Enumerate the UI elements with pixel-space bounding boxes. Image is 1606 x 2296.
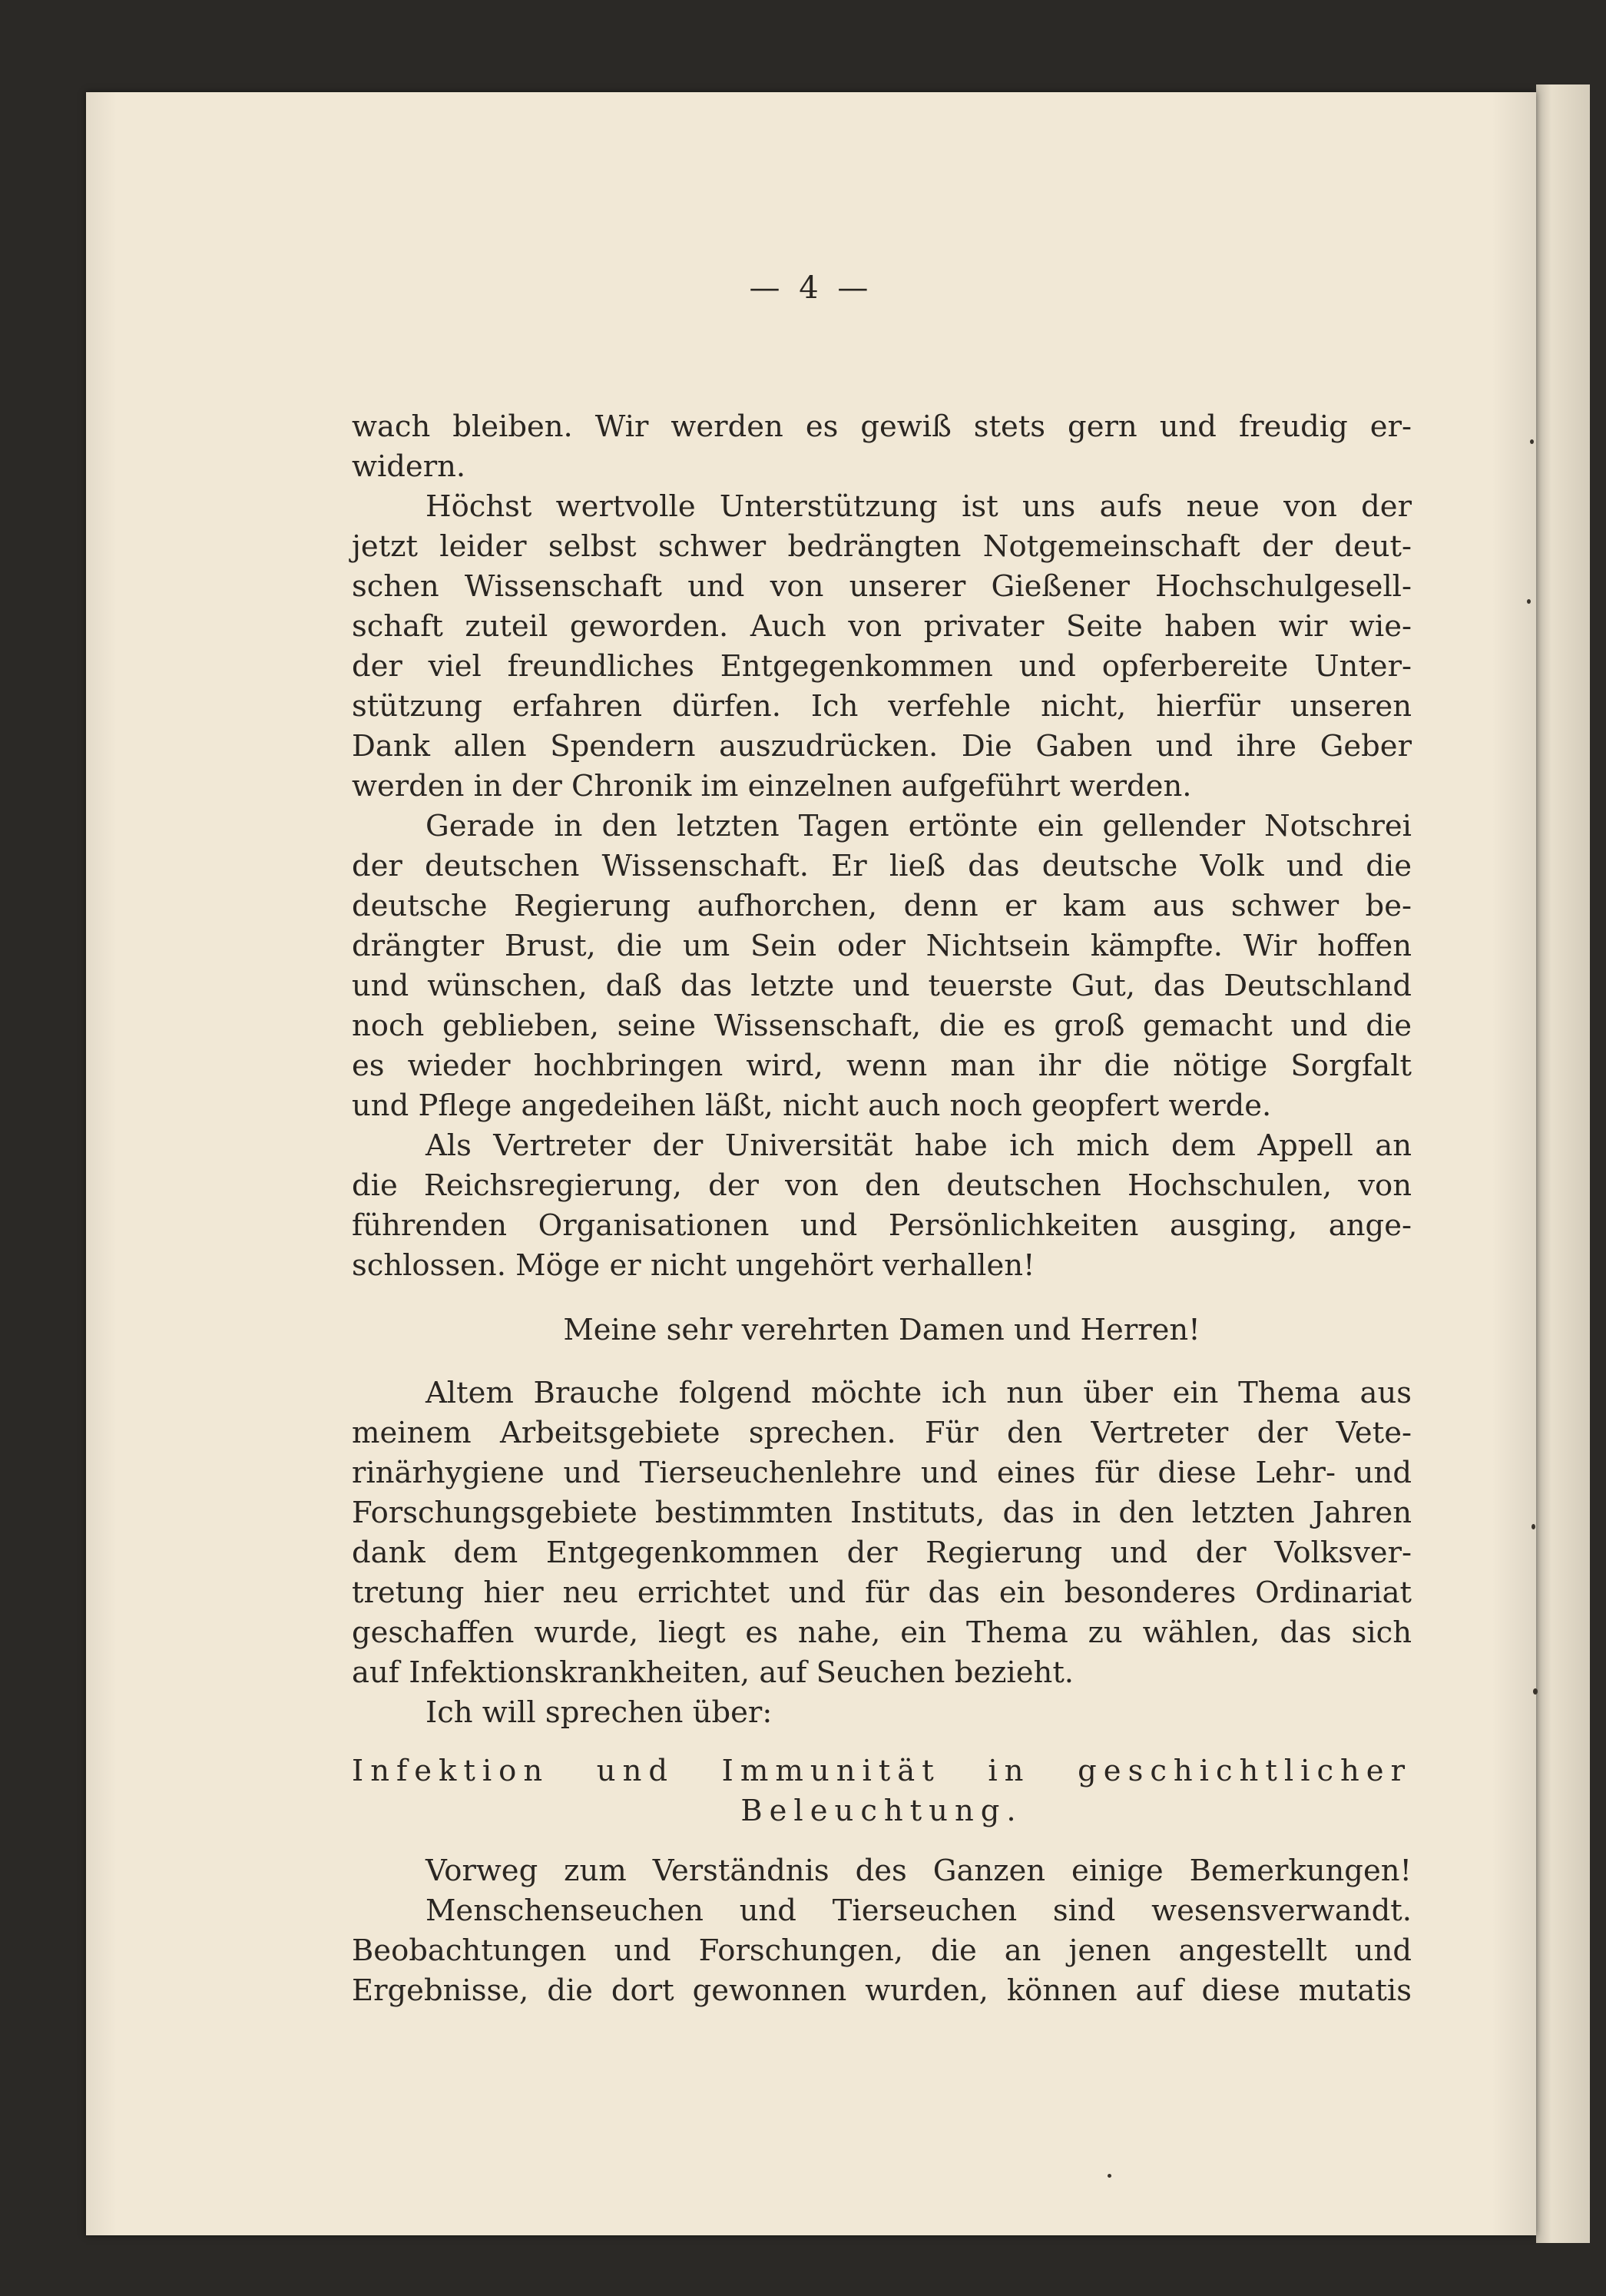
text-line: Altem Brauche folgend möchte ich nun über ein Thema aus (426, 1376, 1412, 1410)
text-line: tretung hier neu errichtet und für das ein besonderes Ordinariat (352, 1575, 1412, 1610)
page-number: — 4 — (749, 270, 873, 306)
text-line: der deutschen Wissenschaft. Er ließ das deutsche Volk und die (352, 849, 1412, 883)
text-line: Höchst wertvolle Unterstützung ist uns aufs neue von der (426, 489, 1412, 524)
text-line: und Pflege angedeihen läßt, nicht auch noch geopfert werde. (352, 1088, 1272, 1123)
lecture-title: Infektion und Immunität in geschichtlicher (352, 1754, 1412, 1788)
paper-speck (1527, 599, 1531, 604)
text-line: es wieder hochbringen wird, wenn man ihr die nötige Sorgfalt (352, 1049, 1412, 1083)
text-line: wach bleiben. Wir werden es gewiß stets gern und freudig er- (352, 409, 1412, 444)
lecture-title-continued: Beleuchtung. (740, 1794, 1023, 1828)
text-line: Als Vertreter der Universität habe ich mich dem Appell an (426, 1128, 1412, 1163)
text-line: stützung erfahren dürfen. Ich verfehle nicht, hierfür unseren (352, 689, 1412, 724)
text-line: Ergebnisse, die dort gewonnen wurden, können auf diese mutatis (352, 1973, 1412, 2008)
text-line: drängter Brust, die um Sein oder Nichtsein kämpfte. Wir hoffen (352, 929, 1412, 963)
text-line: und wünschen, daß das letzte und teuerste Gut, das Deutschland (352, 969, 1412, 1003)
paper-speck (1533, 1688, 1538, 1695)
next-page-edge (1536, 84, 1590, 2243)
text-line: jetzt leider selbst schwer bedrängten Notgemeinschaft der deut- (352, 529, 1412, 564)
salutation: Meine sehr verehrten Damen und Herren! (563, 1313, 1200, 1347)
paper-speck (1531, 1524, 1535, 1529)
text-line: die Reichsregierung, der von den deutschen Hochschulen, von (352, 1168, 1412, 1203)
text-line: Ich will sprechen über: (426, 1695, 773, 1730)
text-line: werden in der Chronik im einzelnen aufgeführt werden. (352, 769, 1192, 803)
paper-speck (1530, 439, 1534, 444)
text-line: Menschenseuchen und Tierseuchen sind wesensverwandt. (426, 1893, 1412, 1928)
text-line: deutsche Regierung aufhorchen, denn er kam aus schwer be- (352, 889, 1412, 923)
text-line: widern. (352, 449, 466, 484)
document-page (86, 92, 1536, 2235)
text-line: führenden Organisationen und Persönlichkeiten ausging, ange- (352, 1208, 1412, 1243)
text-line: noch geblieben, seine Wissenschaft, die es groß gemacht und die (352, 1009, 1412, 1043)
text-line: auf Infektionskrankheiten, auf Seuchen bezieht. (352, 1655, 1075, 1690)
text-line: meinem Arbeitsgebiete sprechen. Für den Vertreter der Vete- (352, 1416, 1412, 1450)
text-line: schaft zuteil geworden. Auch von privater Seite haben wir wie- (352, 609, 1412, 644)
text-line: Beobachtungen und Forschungen, die an jenen angestellt und (352, 1933, 1412, 1968)
text-line: rinärhygiene und Tierseuchenlehre und eines für diese Lehr- und (352, 1456, 1412, 1490)
paper-speck (1108, 2174, 1111, 2178)
text-line: der viel freundliches Entgegenkommen und opferbereite Unter- (352, 649, 1412, 684)
text-line: geschaffen wurde, liegt es nahe, ein Thema zu wählen, das sich (352, 1615, 1412, 1650)
text-line: dank dem Entgegenkommen der Regierung und der Volksver- (352, 1536, 1412, 1570)
text-line: Vorweg zum Verständnis des Ganzen einige Bemerkungen! (426, 1854, 1412, 1888)
text-line: schlossen. Möge er nicht ungehört verhallen! (352, 1248, 1035, 1283)
text-line: Gerade in den letzten Tagen ertönte ein gellender Notschrei (426, 809, 1412, 843)
text-line: Forschungsgebiete bestimmten Instituts, das in den letzten Jahren (352, 1496, 1412, 1530)
text-line: schen Wissenschaft und von unserer Gießener Hochschulgesell- (352, 569, 1412, 604)
text-line: Dank allen Spendern auszudrücken. Die Gaben und ihre Geber (352, 729, 1412, 764)
